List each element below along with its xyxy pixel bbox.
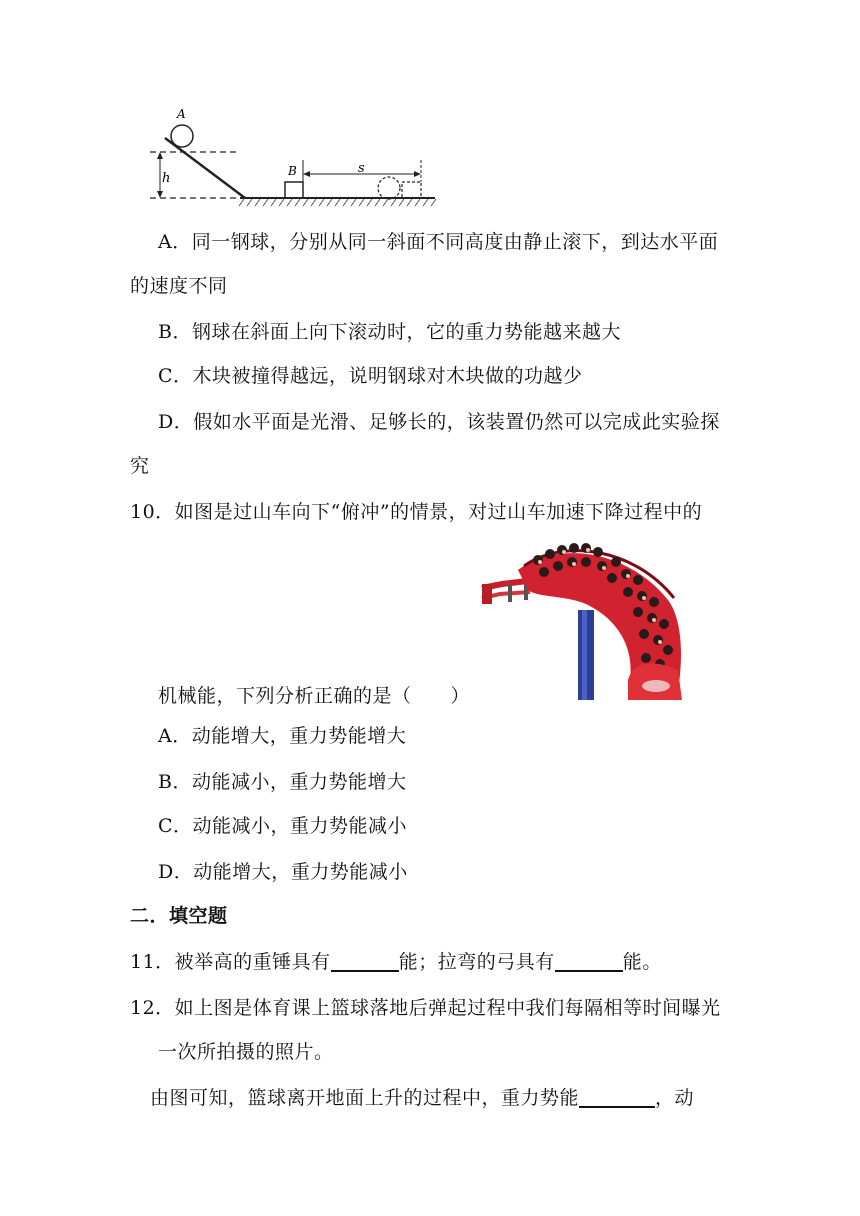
q10-option-c: C．动能减小，重力势能减小 [158,815,408,837]
q10-stem-line2: 机械能，下列分析正确的是（ ） [158,685,471,707]
ramp-experiment-diagram [140,100,440,210]
label-a: A [177,107,186,121]
q12-line3-end: ，动 [655,1087,695,1109]
q9-option-b: B．钢球在斜面上向下滚动时，它的重力势能越来越大 [158,321,621,343]
roller-coaster-photo [478,540,698,700]
q10-option-d: D．动能增大，重力势能减小 [158,861,408,883]
q11-part2: 能；拉弯的弓具有 [398,951,555,973]
q9-option-d-line2: 究 [130,455,150,477]
q11-part3: 能。 [622,951,662,973]
label-h: h [162,171,171,186]
q12-blank-1[interactable] [579,1086,655,1108]
section-fill-in-title: 二．填空题 [130,905,228,927]
q11 [130,950,662,974]
q12-line2: 一次所拍摄的照片。 [158,1041,334,1063]
ball-a [171,125,193,147]
q9-option-a-line2: 的速度不同 [130,275,228,297]
q12-line3-text: 由图可知，篮球离开地面上升的过程中，重力势能 [150,1087,580,1109]
q9-option-c: C．木块被撞得越远，说明钢球对木块做的功越少 [158,365,583,387]
q10-option-b: B．动能减小，重力势能增大 [158,771,407,793]
q12-line1: 12．如上图是体育课上篮球落地后弹起过程中我们每隔相等时间曝光 [130,997,721,1019]
q11-part1: 11．被举高的重锤具有 [130,951,331,973]
label-b: B [288,164,297,178]
block-b [285,182,303,198]
label-s: s [358,161,365,176]
q11-blank-2[interactable] [555,950,623,972]
q10-option-a: A．动能增大，重力势能增大 [158,725,407,747]
q11-blank-1[interactable] [331,950,399,972]
q10-stem-line1: 10．如图是过山车向下“俯冲”的情景，对过山车加速下降过程中的 [130,501,703,523]
q12-line3 [150,1086,694,1110]
q9-option-d-line1: D．假如水平面是光滑、足够长的，该装置仍然可以完成此实验探 [158,411,720,433]
q9-option-a-line1: A．同一钢球，分别从同一斜面不同高度由静止滚下，到达水平面 [158,231,719,253]
